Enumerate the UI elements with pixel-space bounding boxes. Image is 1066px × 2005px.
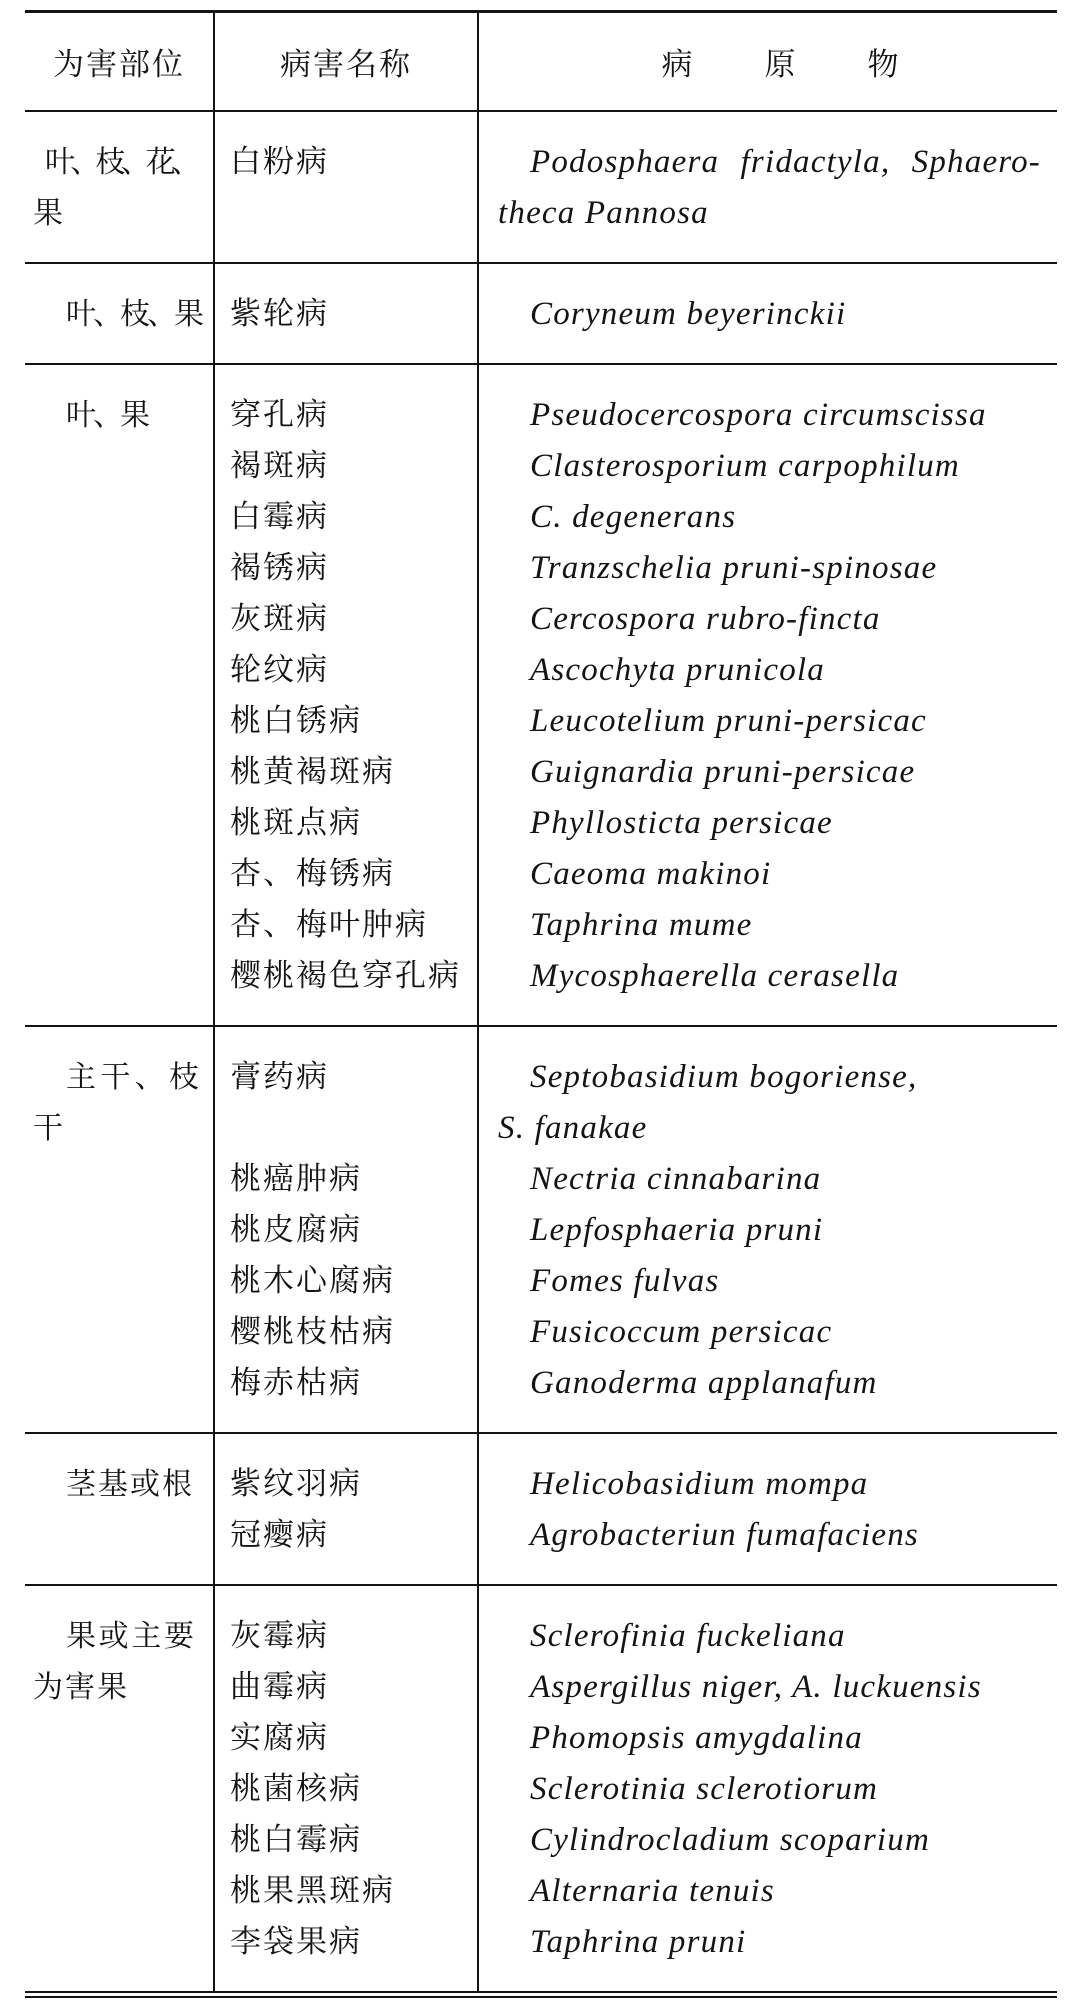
affected-part: 为害果 (33, 1670, 129, 1705)
disease-name-cell (215, 264, 479, 363)
pathogen-name: Taphrina pruni (530, 1924, 747, 1960)
affected-part-cell (25, 365, 215, 1025)
header-disease-name-label: 病害名称 (280, 47, 412, 83)
pathogen-name: Ascochyta prunicola (530, 652, 825, 688)
pathogen-name: Ganoderma applanafum (530, 1365, 878, 1401)
disease-name: 桃癌肿病 (230, 1161, 362, 1197)
affected-part-cell (25, 264, 215, 363)
disease-name: 李袋果病 (230, 1924, 362, 1960)
table-row (25, 1432, 1057, 1584)
pathogen-name: Aspergillus niger, A. luckuensis (530, 1669, 982, 1705)
pathogen-name: Sclerotinia sclerotiorum (530, 1771, 879, 1807)
header-affected-part-label: 为害部位 (53, 47, 185, 83)
disease-name: 樱桃褐色穿孔病 (230, 958, 461, 994)
pathogen-cell (479, 365, 1057, 1025)
affected-part: 主干、枝 (66, 1060, 196, 1095)
disease-name: 褐斑病 (230, 448, 329, 484)
pathogen-name: Septobasidium bogoriense, (530, 1059, 918, 1095)
pathogen-name: Agrobacteriun fumafaciens (530, 1517, 919, 1553)
pathogen-name: S. fanakae (498, 1110, 648, 1146)
disease-name: 桃果黑斑病 (230, 1873, 395, 1909)
affected-part: 果或主要 (66, 1619, 196, 1654)
pathogen-name: Alternaria tenuis (530, 1873, 775, 1909)
affected-part: 叶、枝、花、 (45, 145, 196, 180)
disease-name: 穿孔病 (230, 397, 329, 433)
pathogen-name: Cylindrocladium scoparium (530, 1822, 931, 1858)
affected-part: 叶、枝、果 (66, 297, 201, 332)
affected-part: 叶、果 (66, 398, 147, 433)
affected-part-cell (25, 1027, 215, 1432)
disease-name: 樱桃枝枯病 (230, 1314, 395, 1350)
disease-name-cell (215, 1434, 479, 1584)
spacer (230, 188, 477, 239)
disease-name: 桃木心腐病 (230, 1263, 395, 1299)
pathogen-name: Nectria cinnabarina (530, 1161, 822, 1197)
disease-name: 膏药病 (230, 1059, 329, 1095)
pathogen-cell (479, 112, 1057, 262)
disease-name: 褐锈病 (230, 550, 329, 586)
table-row (25, 363, 1057, 1025)
pathogen-cell (479, 1027, 1057, 1432)
pathogen-cell (479, 1586, 1057, 1991)
disease-name: 曲霉病 (230, 1669, 329, 1705)
pathogen-name: Clasterosporium carpophilum (530, 448, 960, 484)
disease-name: 灰霉病 (230, 1618, 329, 1654)
pathogen-name: Podosphaera fridactyla, Sphaero- (530, 144, 1041, 180)
disease-name: 杏、梅叶肿病 (230, 907, 428, 943)
pathogen-name: C. degenerans (530, 499, 737, 535)
disease-name: 白霉病 (230, 499, 329, 535)
header-pathogen-label: 病原物 (661, 47, 971, 83)
pathogen-name: Caeoma makinoi (530, 856, 772, 892)
pathogen-name: Coryneum beyerinckii (530, 296, 847, 332)
disease-name: 紫纹羽病 (230, 1466, 362, 1502)
pathogen-name: Fusicoccum persicac (530, 1314, 833, 1350)
header-pathogen (479, 13, 1057, 110)
table-row (25, 110, 1057, 262)
table-row (25, 1025, 1057, 1432)
affected-part: 果 (33, 196, 65, 231)
pathogen-name: Fomes fulvas (530, 1263, 720, 1299)
disease-table (25, 10, 1057, 1998)
affected-part: 干 (33, 1111, 65, 1146)
disease-name: 灰斑病 (230, 601, 329, 637)
pathogen-name: Tranzschelia pruni-spinosae (530, 550, 938, 586)
table-header-row (25, 13, 1057, 110)
affected-part-cell (25, 112, 215, 262)
disease-name: 轮纹病 (230, 652, 329, 688)
pathogen-name: Guignardia pruni-persicae (530, 754, 916, 790)
disease-name: 杏、梅锈病 (230, 856, 395, 892)
disease-name: 白粉病 (230, 144, 329, 180)
affected-part-cell (25, 1434, 215, 1584)
spacer (230, 1103, 477, 1154)
disease-name: 实腐病 (230, 1720, 329, 1756)
pathogen-name: Taphrina mume (530, 907, 753, 943)
pathogen-name: Sclerofinia fuckeliana (530, 1618, 846, 1654)
pathogen-name: Phyllosticta persicae (530, 805, 833, 841)
pathogen-cell (479, 1434, 1057, 1584)
disease-name: 桃皮腐病 (230, 1212, 362, 1248)
disease-name: 桃黄褐斑病 (230, 754, 395, 790)
pathogen-cell (479, 264, 1057, 363)
pathogen-name: Leucotelium pruni-persicac (530, 703, 927, 739)
header-affected-part (25, 13, 215, 110)
pathogen-name: Lepfosphaeria pruni (530, 1212, 824, 1248)
pathogen-name: Cercospora rubro-fincta (530, 601, 881, 637)
affected-part: 茎基或根 (66, 1467, 194, 1502)
pathogen-name: Helicobasidium mompa (530, 1466, 869, 1502)
affected-part-cell (25, 1586, 215, 1991)
disease-name: 紫轮病 (230, 296, 329, 332)
disease-name: 冠瘿病 (230, 1517, 329, 1553)
pathogen-name: Mycosphaerella cerasella (530, 958, 900, 994)
disease-name: 桃斑点病 (230, 805, 362, 841)
disease-name-cell (215, 112, 479, 262)
table-row (25, 1584, 1057, 1991)
disease-name: 桃菌核病 (230, 1771, 362, 1807)
disease-name: 桃白锈病 (230, 703, 362, 739)
disease-name-cell (215, 1586, 479, 1991)
disease-name-cell (215, 365, 479, 1025)
header-disease-name (215, 13, 479, 110)
table-row (25, 262, 1057, 363)
disease-name: 梅赤枯病 (230, 1365, 362, 1401)
disease-name: 桃白霉病 (230, 1822, 362, 1858)
disease-name-cell (215, 1027, 479, 1432)
pathogen-name: Phomopsis amygdalina (530, 1720, 863, 1756)
pathogen-name: Pseudocercospora circumscissa (530, 397, 987, 433)
pathogen-name: theca Pannosa (498, 195, 709, 231)
